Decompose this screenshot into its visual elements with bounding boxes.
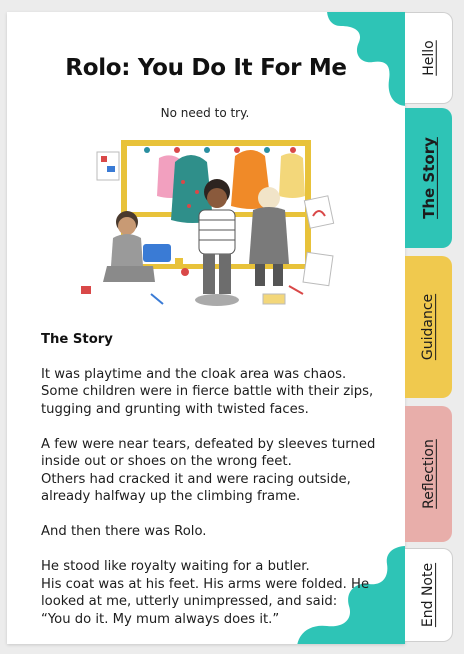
- story-paragraph: A few were near tears, defeated by sleeves turned inside out or shoes on the wrong feet. Others had cracked it and were racing outside, already halfway up the climbing frame.: [41, 436, 376, 504]
- tab-the-story-label: The Story: [419, 137, 438, 219]
- page-subtitle: No need to try.: [160, 106, 250, 120]
- story-paragraph: And then there was Rolo.: [41, 524, 207, 539]
- story-paragraph: He stood like royalty waiting for a butler. His coat was at his feet. His arms were folded. He looked at me, utterly unimpressed, and said: “You do it. My mum always does it.”: [41, 559, 370, 627]
- tab-end-note[interactable]: [405, 548, 453, 642]
- tab-guidance-label: Guidance: [420, 293, 437, 361]
- tab-hello[interactable]: [405, 12, 453, 104]
- tab-reflection-label: Reflection: [420, 439, 437, 509]
- story-body: [41, 331, 381, 644]
- document-page: [7, 12, 405, 644]
- page-title: Rolo: You Do It For Me: [65, 55, 347, 81]
- tab-the-story[interactable]: [405, 108, 452, 248]
- tab-end-note-label: End Note: [420, 562, 437, 628]
- tab-reflection[interactable]: [405, 406, 452, 542]
- story-heading: The Story: [41, 332, 113, 347]
- story-paragraph: It was playtime and the cloak area was chaos. Some children were in fierce battle with their zips, tugging and grunting with twisted faces.: [41, 366, 374, 417]
- children-cloakroom-illustration: [67, 126, 345, 323]
- tab-guidance[interactable]: [405, 256, 452, 398]
- tab-hello-label: Hello: [420, 40, 437, 76]
